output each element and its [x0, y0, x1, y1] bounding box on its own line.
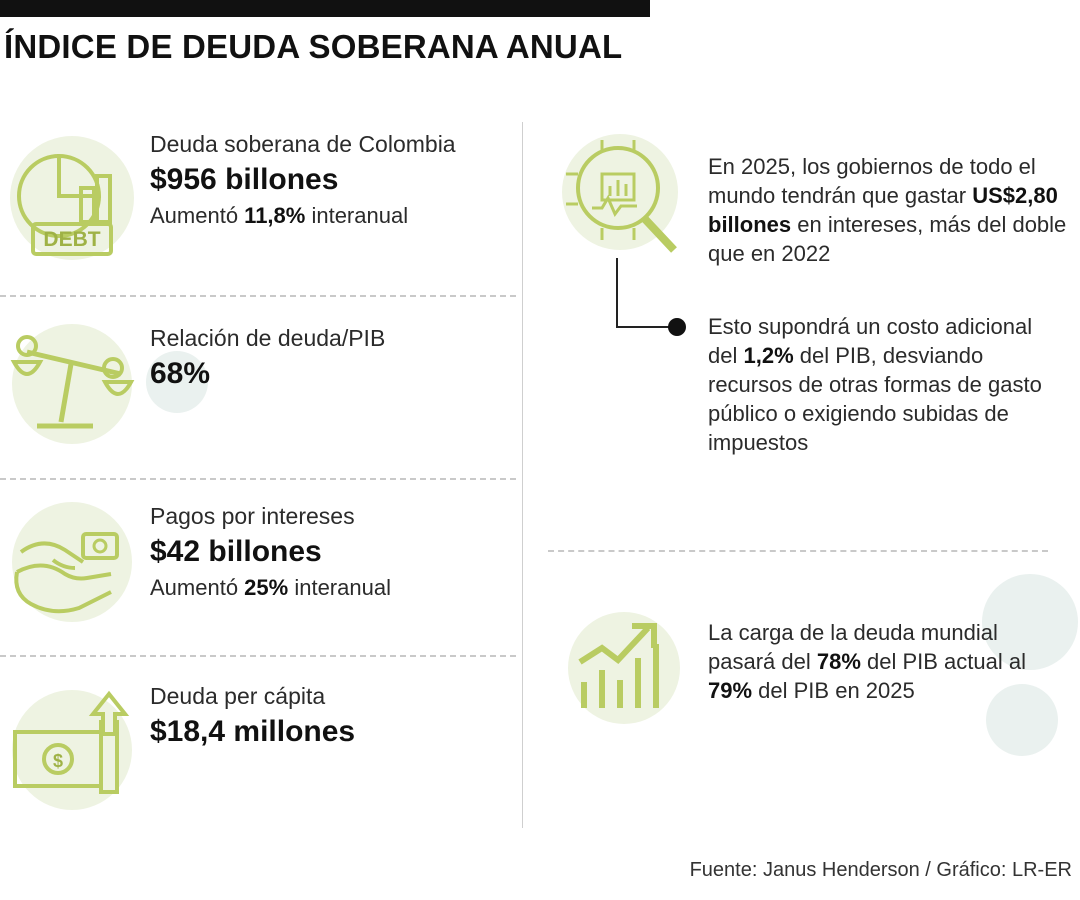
left-item-1-sub-prefix: Aumentó [150, 203, 245, 229]
left-item-2-label: Relación de deuda/PIB [150, 325, 386, 351]
left-item-3-sub [150, 574, 520, 603]
hand-money-icon [0, 500, 150, 630]
left-item-4-label: Deuda per cápita [150, 683, 326, 709]
left-divider-1 [0, 295, 516, 297]
right-item-1-part-1: En 2025, los gobiernos de todo el mundo tendrán que gastar [708, 154, 1036, 209]
right-divider-1 [548, 550, 1048, 552]
right-item-2-part-2: 1,2% [743, 343, 794, 369]
left-item-1-text [150, 128, 520, 231]
left-item-3-value: $42 billones [150, 534, 322, 568]
top-black-bar [0, 0, 650, 17]
right-item-1-part-2: US$2,80 billones [708, 183, 1058, 238]
left-item-3-sub-suffix: interanual [288, 575, 391, 601]
right-item-3-part-5: del PIB en 2025 [752, 678, 915, 704]
column-divider [522, 122, 523, 828]
right-item-1-part-3: en intereses, más del doble que en 2022 [708, 212, 1067, 267]
left-item-4 [0, 680, 520, 820]
left-item-2 [0, 322, 520, 452]
growth-bars-arrow-icon [548, 600, 708, 740]
left-item-3-sub-prefix: Aumentó [150, 575, 245, 601]
right-item-3-part-4: 79% [708, 678, 753, 704]
balance-scale-icon [0, 322, 150, 452]
right-item-2 [708, 312, 1058, 457]
bullet-dot-icon [668, 318, 686, 336]
right-item-2-part-3: del PIB, desviando recursos de otras formas de gasto público o exigiendo subidas de impuestos [708, 343, 1042, 456]
right-item-3-text [708, 618, 1068, 705]
left-item-3-label: Pagos por intereses [150, 503, 355, 529]
source-credit: Fuente: Janus Henderson / Gráfico: LR-ER [689, 859, 1072, 881]
right-item-3-part-3: del PIB actual al [860, 649, 1027, 675]
right-item-2-text [708, 312, 1058, 457]
left-item-1-label: Deuda soberana de Colombia [150, 131, 456, 157]
left-item-1-sub-suffix: interanual [305, 203, 409, 229]
left-item-1-sub [150, 202, 520, 231]
banknote-arrow-up-icon [0, 680, 150, 820]
left-item-2-value: 68% [150, 356, 211, 390]
left-item-3-text [150, 500, 520, 603]
magnifier-chart-icon [548, 130, 708, 270]
left-item-3-sub-bold: 25% [244, 575, 289, 601]
svg-text:$: $ [52, 751, 64, 771]
connector-line [616, 258, 686, 334]
left-item-4-text [150, 680, 520, 750]
left-item-1-value: $956 billones [150, 162, 339, 196]
left-item-3 [0, 500, 520, 630]
right-item-1-text [708, 130, 1068, 268]
svg-text:DEBT: DEBT [43, 228, 101, 251]
right-item-3 [548, 600, 1068, 740]
right-item-2-part-1: Esto supondrá un costo adicional del [708, 314, 1033, 369]
left-item-1 [0, 128, 520, 268]
right-item-3-part-2: 78% [816, 649, 861, 675]
left-divider-3 [0, 655, 516, 657]
page-title: ÍNDICE DE DEUDA SOBERANA ANUAL [4, 28, 623, 65]
left-divider-2 [0, 478, 516, 480]
right-item-1 [548, 130, 1068, 270]
left-item-1-sub-bold: 11,8% [244, 203, 306, 229]
debt-piechart-coins-icon [0, 128, 150, 268]
right-item-3-part-1: La carga de la deuda mundial pasará del [708, 620, 998, 675]
left-item-2-text [150, 322, 520, 392]
left-item-4-value: $18,4 millones [150, 714, 356, 748]
